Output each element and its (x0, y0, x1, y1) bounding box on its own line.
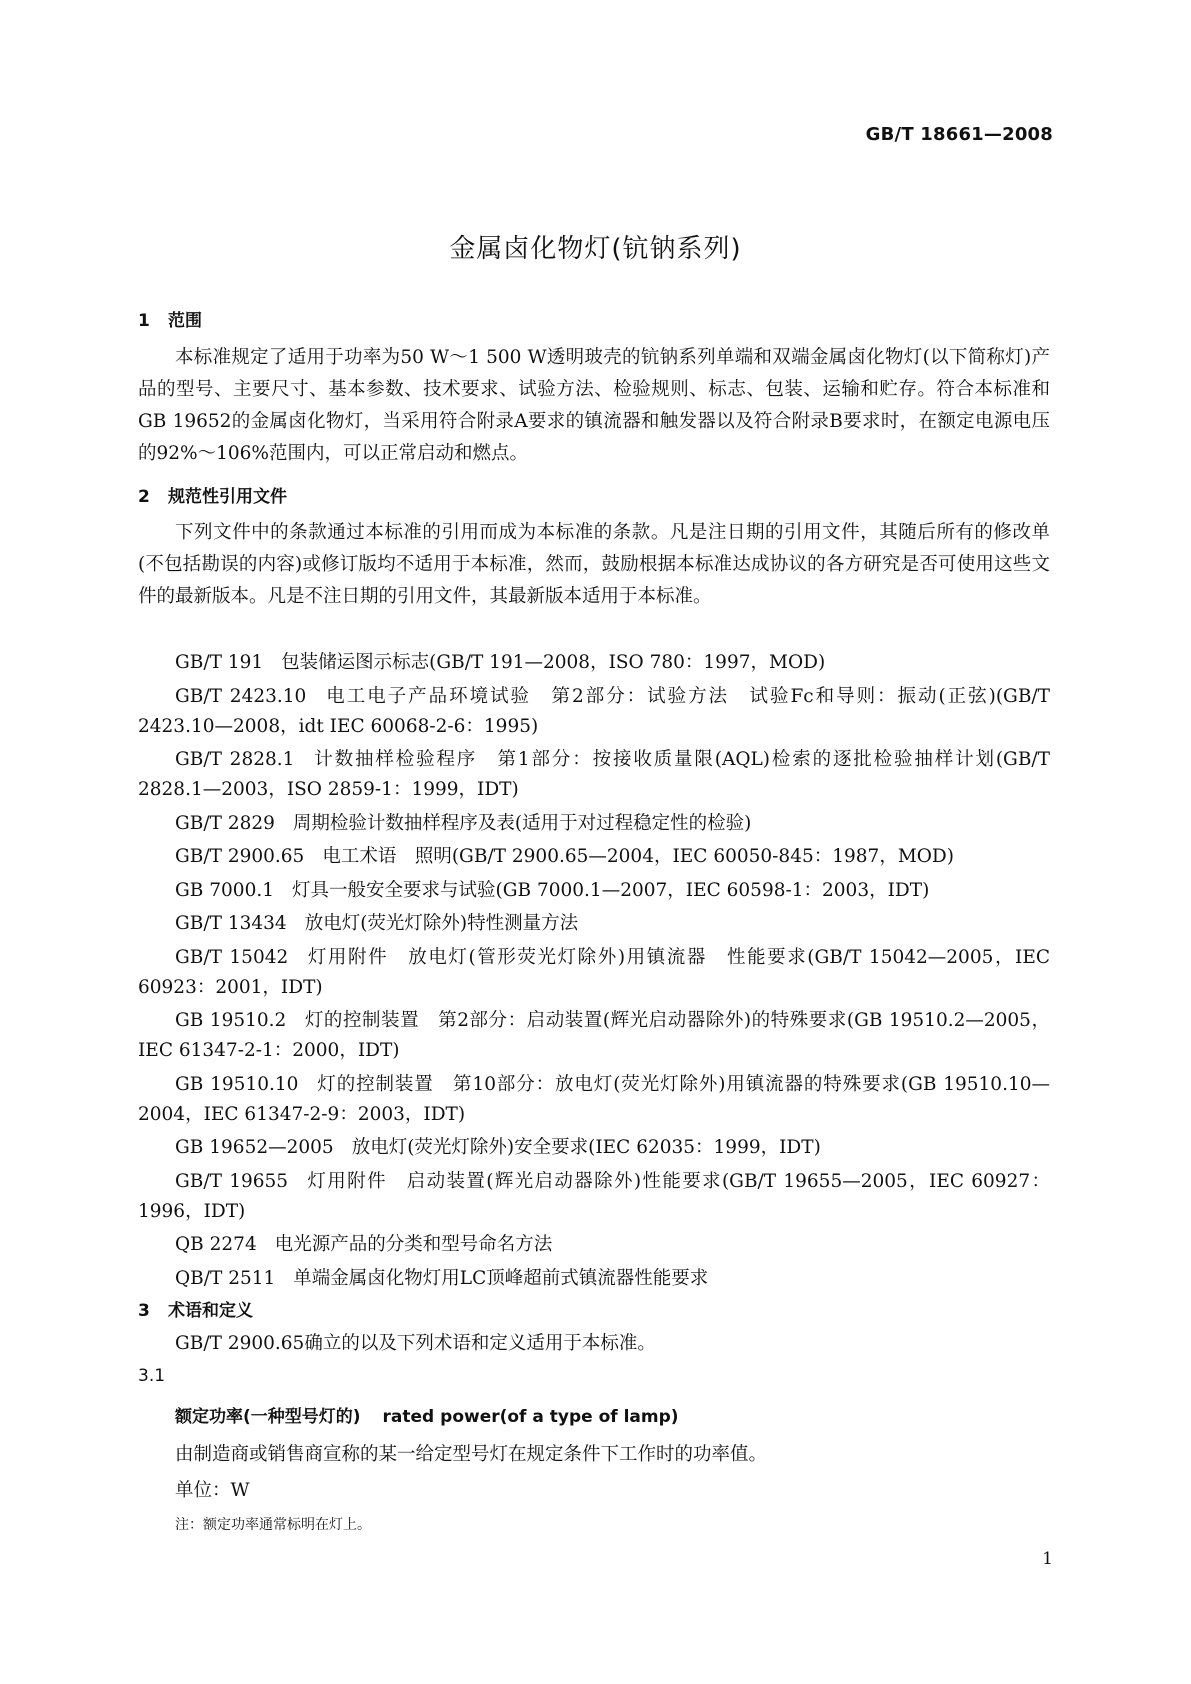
terms-intro: GB/T 2900.65确立的以及下列术语和定义适用于本标准。 (175, 1333, 656, 1354)
reference-title: 周期检验计数抽样程序及表(适用于对过程稳定性的检验) (292, 812, 752, 834)
reference-code: GB 19510.2 (175, 1010, 287, 1031)
reference-item (138, 842, 1050, 872)
term-chinese: 额定功率(一种型号灯的) (175, 1407, 361, 1427)
reference-title: 放电灯(荧光灯除外)特性测量方法 (304, 913, 579, 934)
reference-code: GB/T 2423.10 (175, 685, 307, 707)
normative-references-intro: 下列文件中的条款通过本标准的引用而成为本标准的条款。凡是注日期的引用文件，其随后所有的修改单(不包括勘误的内容)或修订版均不适用于本标准，然而，鼓励根据本标准达成协议的各方研究是否可使用这些文件的最新版本。凡是不注日期的引用文件，其最新版本适用于本标准。 (138, 522, 1050, 607)
reference-code: QB 2274 (175, 1234, 257, 1255)
reference-code: GB/T 191 (175, 652, 264, 673)
section-heading-scope (138, 306, 202, 331)
reference-title: 电光源产品的分类和型号命名方法 (274, 1234, 553, 1255)
reference-item (138, 648, 1050, 678)
reference-code: GB/T 13434 (175, 913, 287, 934)
reference-code: GB/T 15042 (175, 946, 289, 968)
reference-code: QB/T 2511 (175, 1267, 276, 1289)
reference-title: 放电灯(荧光灯除外)安全要求(IEC 62035：1999，IDT) (351, 1137, 821, 1158)
document-title: 金属卤化物灯(钪钠系列) (449, 234, 742, 264)
section-heading-normative-references (138, 482, 287, 507)
reference-title: 灯的控制装置 第10部分：放电灯(荧光灯除外)用镇流器的特殊要求(GB 19510.10—2004，IEC 61347-2-9：2003，IDT) (138, 1073, 1050, 1125)
reference-title: 灯用附件 启动装置(辉光启动器除外)性能要求(GB/T 19655—2005，IEC 60927：1996，IDT) (138, 1170, 1050, 1222)
reference-code: GB/T 2829 (175, 812, 275, 834)
term-heading (175, 1402, 679, 1427)
section-number: 2 (138, 487, 150, 507)
term-note: 注：额定功率通常标明在灯上。 (175, 1517, 371, 1533)
term-definition: 由制造商或销售商宣称的某一给定型号灯在规定条件下工作时的功率值。 (175, 1444, 768, 1465)
reference-title: 电工电子产品环境试验 第2部分：试验方法 试验Fc和导则：振动(正弦)(GB/T 2423.10—2008，idt IEC 60068-2-6：1995) (138, 685, 1050, 737)
reference-title: 包装储运图示标志(GB/T 191—2008，ISO 780：1997，MOD) (281, 652, 826, 673)
reference-item (138, 1230, 1050, 1260)
reference-item (138, 1167, 1050, 1227)
reference-item (138, 1006, 1050, 1066)
reference-item (138, 745, 1050, 805)
reference-item (138, 943, 1050, 1003)
term-english: rated power(of a type of lamp) (382, 1407, 679, 1427)
section-number: 1 (138, 311, 150, 331)
reference-item (138, 876, 1050, 906)
section-title: 范围 (168, 311, 202, 331)
standard-number: GB/T 18661—2008 (865, 124, 1053, 145)
reference-item (138, 1133, 1050, 1163)
reference-list (138, 648, 1050, 1297)
reference-item (138, 682, 1050, 742)
page-number: 1 (1042, 1549, 1053, 1569)
reference-item (138, 909, 1050, 939)
reference-title: 单端金属卤化物灯用LC顶峰超前式镇流器性能要求 (293, 1267, 709, 1289)
scope-paragraph: 本标准规定了适用于功率为50 W～1 500 W透明玻壳的钪钠系列单端和双端金属卤化物灯(以下简称灯)产品的型号、主要尺寸、基本参数、技术要求、试验方法、检验规则、标志、包装、运输和贮存。符合本标准和GB 19652的金属卤化物灯，当采用符合附录A要求的镇流器和触发器以及符合附录B要求时，在额定电源电压的92%～106%范围内，可以正常启动和燃点。 (138, 347, 1050, 464)
reference-code: GB/T 19655 (175, 1170, 289, 1192)
section-title: 规范性引用文件 (168, 487, 287, 507)
reference-title: 灯用附件 放电灯(管形荧光灯除外)用镇流器 性能要求(GB/T 15042—2005，IEC 60923：2001，IDT) (138, 946, 1050, 998)
reference-code: GB 19510.10 (175, 1073, 299, 1095)
reference-title: 灯具一般安全要求与试验(GB 7000.1—2007，IEC 60598-1：2003，IDT) (292, 879, 930, 901)
reference-code: GB/T 2828.1 (175, 749, 295, 770)
reference-code: GB 7000.1 (175, 879, 274, 901)
section-heading-terms (138, 1296, 253, 1321)
term-unit: 单位：W (175, 1480, 250, 1501)
reference-code: GB/T 2900.65 (175, 846, 305, 867)
section-title: 术语和定义 (168, 1301, 253, 1321)
reference-code: GB 19652—2005 (175, 1137, 334, 1158)
reference-item (138, 1070, 1050, 1130)
reference-title: 灯的控制装置 第2部分：启动装置(辉光启动器除外)的特殊要求(GB 19510.2—2005，IEC 61347-2-1：2000，IDT) (138, 1010, 1051, 1061)
reference-item (138, 1264, 1050, 1294)
reference-item (138, 809, 1050, 839)
reference-title: 计数抽样检验程序 第1部分：按接收质量限(AQL)检索的逐批检验抽样计划(GB/T 2828.1—2003，ISO 2859-1：1999，IDT) (138, 749, 1050, 800)
term-number: 3.1 (138, 1366, 166, 1386)
section-number: 3 (138, 1301, 150, 1321)
reference-title: 电工术语 照明(GB/T 2900.65—2004，IEC 60050-845：1987，MOD) (322, 846, 954, 867)
